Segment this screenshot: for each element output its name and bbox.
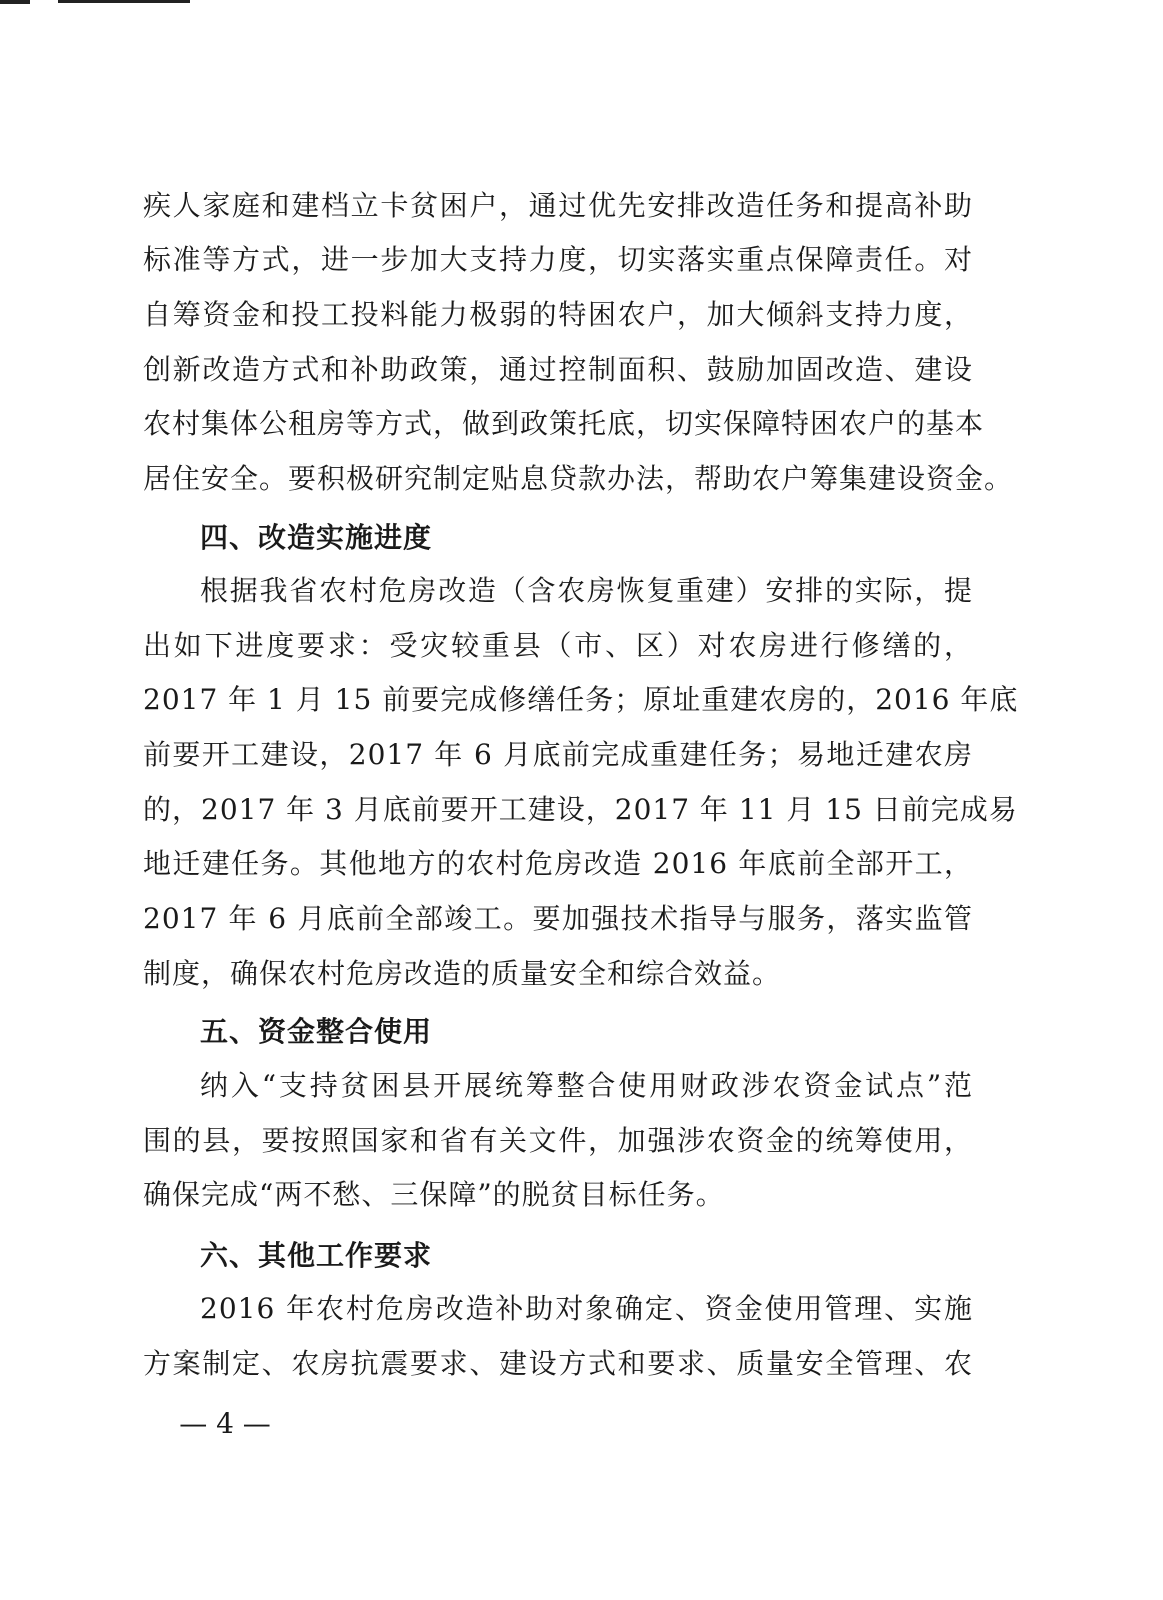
paragraph-line: 方案制定、农房抗震要求、建设方式和要求、质量安全管理、农 xyxy=(143,1347,973,1380)
section-heading: 五、资金整合使用 xyxy=(200,1015,433,1048)
scan-mark-segment xyxy=(0,0,30,4)
paragraph-line: 疾人家庭和建档立卡贫困户，通过优先安排改造任务和提高补助 xyxy=(143,189,973,222)
scan-edge-mark xyxy=(0,0,190,6)
paragraph-line: 围的县，要按照国家和省有关文件，加强涉农资金的统筹使用， xyxy=(143,1124,973,1157)
section-heading: 六、其他工作要求 xyxy=(200,1239,433,1272)
paragraph-line: 2016 年农村危房改造补助对象确定、资金使用管理、实施 xyxy=(200,1292,973,1325)
section-heading: 四、改造实施进度 xyxy=(200,521,433,554)
paragraph-line: 农村集体公租房等方式，做到政策托底，切实保障特困农户的基本 xyxy=(143,407,985,440)
paragraph-line: 2017 年 1 月 15 前要完成修缮任务；原址重建农房的，2016 年底 xyxy=(143,683,1019,716)
paragraph-line: 2017 年 6 月底前全部竣工。要加强技术指导与服务，落实监管 xyxy=(143,902,973,935)
paragraph-line: 自筹资金和投工投料能力极弱的特困农户，加大倾斜支持力度， xyxy=(143,298,973,331)
paragraph-line: 标准等方式，进一步加大支持力度，切实落实重点保障责任。对 xyxy=(143,243,973,276)
paragraph-line: 创新改造方式和补助政策，通过控制面积、鼓励加固改造、建设 xyxy=(143,353,973,386)
page-number: — 4 — xyxy=(179,1407,271,1440)
paragraph-line: 纳入“支持贫困县开展统筹整合使用财政涉农资金试点”范 xyxy=(200,1069,973,1102)
scan-mark-segment xyxy=(58,0,190,3)
paragraph-line: 地迁建任务。其他地方的农村危房改造 2016 年底前全部开工， xyxy=(143,847,973,880)
paragraph-line: 前要开工建设，2017 年 6 月底前完成重建任务；易地迁建农房 xyxy=(143,738,973,771)
paragraph-line: 的，2017 年 3 月底前要开工建设，2017 年 11 月 15 日前完成易 xyxy=(143,793,1018,826)
paragraph-line: 根据我省农村危房改造（含农房恢复重建）安排的实际，提 xyxy=(200,574,973,607)
paragraph-line: 确保完成“两不愁、三保障”的脱贫目标任务。 xyxy=(143,1178,725,1211)
paragraph-line: 制度，确保农村危房改造的质量安全和综合效益。 xyxy=(143,957,782,990)
paragraph-line: 出如下进度要求：受灾较重县（市、区）对农房进行修缮的， xyxy=(143,629,973,662)
paragraph-line: 居住安全。要积极研究制定贴息贷款办法，帮助农户筹集建设资金。 xyxy=(143,462,1014,495)
